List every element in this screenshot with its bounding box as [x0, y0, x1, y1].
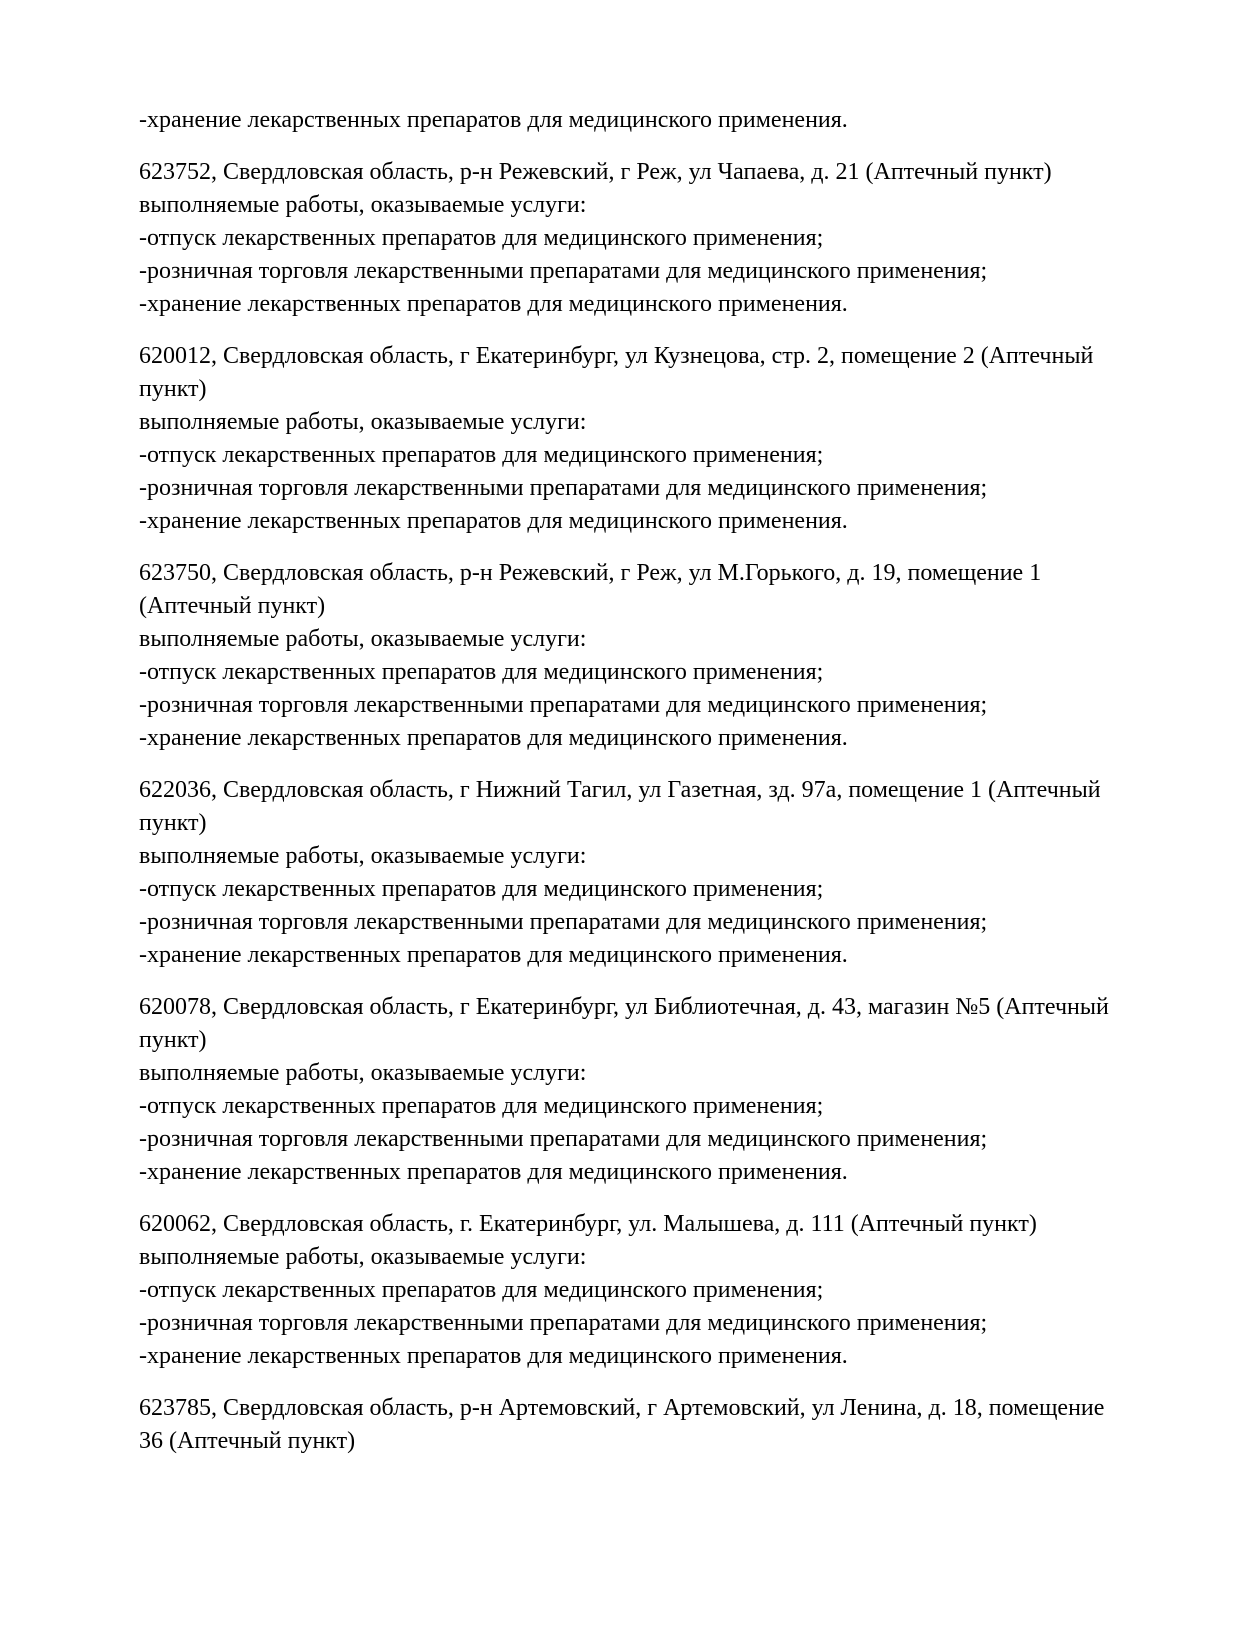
license-entry-623750	[139, 557, 1199, 755]
license-entry-623785	[139, 1392, 1199, 1458]
service-storage: -хранение лекарственных препаратов для медицинского применения.	[139, 725, 848, 751]
entry-address-line: 623750, Свердловская область, р-н Режевский, г Реж, ул М.Горького, д. 19, помещение 1	[139, 560, 1042, 586]
service-dispensing: -отпуск лекарственных препаратов для медицинского применения;	[139, 225, 824, 251]
services-header: выполняемые работы, оказываемые услуги:	[139, 626, 587, 652]
service-storage: -хранение лекарственных препаратов для медицинского применения.	[139, 107, 848, 133]
license-entry-continuation	[139, 104, 1199, 137]
services-header: выполняемые работы, оказываемые услуги:	[139, 192, 587, 218]
service-storage: -хранение лекарственных препаратов для медицинского применения.	[139, 508, 848, 534]
service-storage: -хранение лекарственных препаратов для медицинского применения.	[139, 1343, 848, 1369]
entry-address-line-wrap: (Аптечный пункт)	[139, 593, 326, 619]
license-entry-622036	[139, 774, 1199, 972]
license-entry-623752	[139, 156, 1199, 321]
services-header: выполняемые работы, оказываемые услуги:	[139, 843, 587, 869]
service-retail: -розничная торговля лекарственными препаратами для медицинского применения;	[139, 909, 988, 935]
services-header: выполняемые работы, оказываемые услуги:	[139, 409, 587, 435]
service-dispensing: -отпуск лекарственных препаратов для медицинского применения;	[139, 659, 824, 685]
service-retail: -розничная торговля лекарственными препаратами для медицинского применения;	[139, 258, 988, 284]
service-retail: -розничная торговля лекарственными препаратами для медицинского применения;	[139, 475, 988, 501]
service-retail: -розничная торговля лекарственными препаратами для медицинского применения;	[139, 1126, 988, 1152]
entry-address-line: 620078, Свердловская область, г Екатеринбург, ул Библиотечная, д. 43, магазин №5 (Аптечный	[139, 994, 1109, 1020]
entry-address-line-wrap: пункт)	[139, 376, 207, 402]
entry-address-line: 620012, Свердловская область, г Екатеринбург, ул Кузнецова, стр. 2, помещение 2 (Аптечный	[139, 343, 1094, 369]
services-header: выполняемые работы, оказываемые услуги:	[139, 1244, 587, 1270]
license-entry-620062	[139, 1208, 1199, 1373]
document-content	[139, 104, 1199, 1458]
entry-address-line-wrap: пункт)	[139, 1027, 207, 1053]
service-storage: -хранение лекарственных препаратов для медицинского применения.	[139, 942, 848, 968]
service-dispensing: -отпуск лекарственных препаратов для медицинского применения;	[139, 1093, 824, 1119]
service-retail: -розничная торговля лекарственными препаратами для медицинского применения;	[139, 1310, 988, 1336]
service-dispensing: -отпуск лекарственных препаратов для медицинского применения;	[139, 442, 824, 468]
service-dispensing: -отпуск лекарственных препаратов для медицинского применения;	[139, 876, 824, 902]
service-dispensing: -отпуск лекарственных препаратов для медицинского применения;	[139, 1277, 824, 1303]
entry-address-line: 623785, Свердловская область, р-н Артемовский, г Артемовский, ул Ленина, д. 18, помещение	[139, 1395, 1105, 1421]
service-retail: -розничная торговля лекарственными препаратами для медицинского применения;	[139, 692, 988, 718]
license-entry-620012	[139, 340, 1199, 538]
entry-address-line: 620062, Свердловская область, г. Екатеринбург, ул. Малышева, д. 111 (Аптечный пункт)	[139, 1211, 1037, 1237]
license-entry-620078	[139, 991, 1199, 1189]
entry-address-line-wrap: 36 (Аптечный пункт)	[139, 1428, 356, 1454]
services-header: выполняемые работы, оказываемые услуги:	[139, 1060, 587, 1086]
entry-address-line: 622036, Свердловская область, г Нижний Тагил, ул Газетная, зд. 97а, помещение 1 (Аптечный	[139, 777, 1101, 803]
service-storage: -хранение лекарственных препаратов для медицинского применения.	[139, 1159, 848, 1185]
entry-address-line: 623752, Свердловская область, р-н Режевский, г Реж, ул Чапаева, д. 21 (Аптечный пункт)	[139, 159, 1052, 185]
service-storage: -хранение лекарственных препаратов для медицинского применения.	[139, 291, 848, 317]
entry-address-line-wrap: пункт)	[139, 810, 207, 836]
